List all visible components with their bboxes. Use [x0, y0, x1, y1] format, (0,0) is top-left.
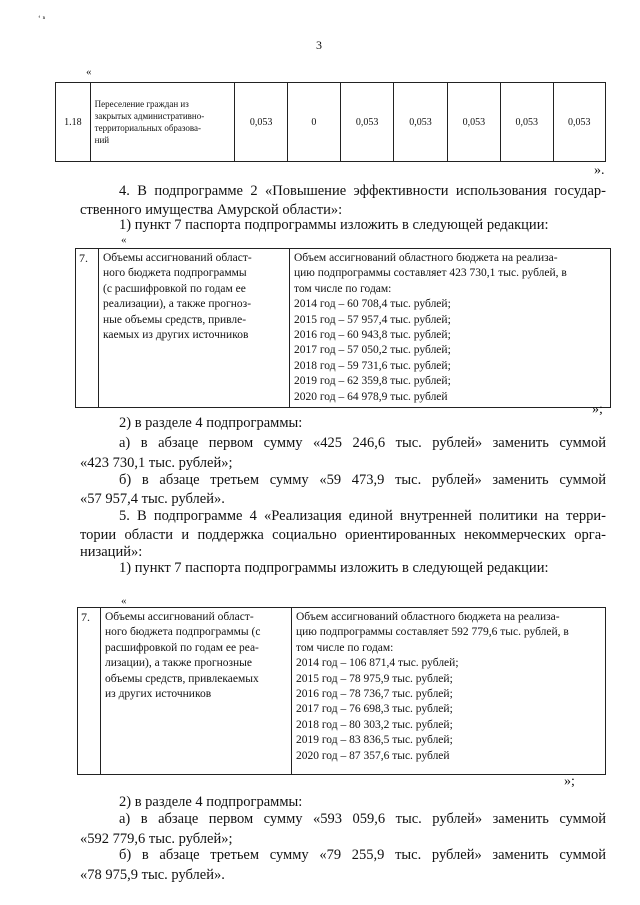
row-description [90, 83, 235, 162]
year-line: 2014 год – 60 708,4 тыс. рублей; [294, 298, 451, 311]
year-line: 2015 год – 78 975,9 тыс. рублей; [296, 672, 453, 685]
section4-heading-line1: 4. В подпрограмме 2 «Повышение эффективности использования государ- [119, 183, 606, 199]
year-line: 2017 год – 76 698,3 тыс. рублей; [296, 703, 453, 716]
section4-item2: 2) в разделе 4 подпрограммы: [119, 415, 303, 431]
label-line: ные объемы средств, привле- [103, 313, 247, 326]
intro-line: том числе по годам: [294, 282, 392, 295]
value-cell: 0,053 [447, 83, 500, 162]
label-line: из других источников [105, 688, 212, 701]
close-quote-1: ». [594, 163, 605, 178]
value-cell: 0,053 [340, 83, 393, 162]
label-line: ного бюджета подпрограммы [103, 267, 247, 280]
label-line: расшифровкой по годам ее реа- [105, 641, 259, 654]
year-line: 2020 год – 64 978,9 тыс. рублей [294, 390, 448, 403]
section4-item2a-line1: а) в абзаце первом сумму «425 246,6 тыс. рублей» заменить суммой [119, 435, 606, 451]
label-line: ного бюджета подпрограммы (с [105, 626, 261, 639]
intro-line: цию подпрограммы составляет 423 730,1 тыс. рублей, в [294, 267, 567, 280]
table-content [292, 608, 606, 775]
section5-heading-line3: низаций»: [80, 544, 143, 560]
value-cell: 0,053 [235, 83, 287, 162]
table-label [101, 608, 292, 775]
page-number: 3 [316, 38, 322, 52]
open-quote-2: « [121, 234, 127, 246]
section5-item2a-line1: а) в абзаце первом сумму «593 059,6 тыс. рублей» заменить суммой [119, 811, 606, 827]
table-num: 7. [76, 249, 99, 408]
label-line: (с расшифровкой по годам ее [103, 282, 246, 295]
intro-line: том числе по годам: [296, 641, 394, 654]
desc-line: территориальных образова- [94, 123, 202, 133]
year-line: 2015 год – 57 957,4 тыс. рублей; [294, 313, 451, 326]
intro-line: Объем ассигнований областного бюджета на реализа- [296, 611, 560, 623]
section5-heading-line1: 5. В подпрограмме 4 «Реализация единой внутренней политики на терри- [119, 508, 606, 524]
budget-table-sub2 [75, 248, 611, 408]
section5-item2: 2) в разделе 4 подпрограммы: [119, 794, 303, 810]
desc-line: ний [94, 135, 110, 145]
close-quote-2: »; [592, 402, 603, 417]
year-line: 2018 год – 59 731,6 тыс. рублей; [294, 359, 451, 372]
year-line: 2014 год – 106 871,4 тыс. рублей; [296, 657, 459, 670]
section5-heading-line2: тории области и поддержка социально ориентированных некоммерческих орга- [80, 527, 606, 543]
label-line: Объемы ассигнований област- [105, 611, 254, 623]
close-quote-3: »; [564, 774, 575, 789]
open-quote-3: « [121, 595, 127, 607]
desc-line: Переселение граждан из [94, 99, 189, 109]
intro-line: Объем ассигнований областного бюджета на реализа- [294, 252, 558, 264]
row-number: 1.18 [56, 83, 91, 162]
year-line: 2016 год – 60 943,8 тыс. рублей; [294, 329, 451, 342]
table-label [99, 249, 290, 408]
value-cell: 0 [287, 83, 340, 162]
year-line: 2020 год – 87 357,6 тыс. рублей [296, 749, 450, 762]
label-line: реализации), а также прогноз- [103, 298, 252, 311]
table-num: 7. [78, 608, 101, 775]
value-cell: 0,053 [394, 83, 447, 162]
corner-mark: ʻ ⁿ [38, 14, 46, 23]
table-row-1-18 [55, 82, 606, 162]
open-quote-1: « [86, 66, 92, 78]
section5-item2b-line1: б) в абзаце третьем сумму «79 255,9 тыс. рублей» заменить суммой [119, 847, 606, 863]
label-line: каемых из других источников [103, 329, 249, 342]
section5-item1: 1) пункт 7 паспорта подпрограммы изложить в следующей редакции: [119, 560, 549, 576]
section4-item2b-line2: «57 957,4 тыс. рублей». [80, 491, 225, 507]
section4-heading-line2: ственного имущества Амурской области»: [80, 202, 343, 218]
label-line: Объемы ассигнований област- [103, 252, 252, 264]
label-line: лизации), а также прогнозные [105, 657, 252, 670]
year-line: 2019 год – 83 836,5 тыс. рублей; [296, 734, 453, 747]
section4-item2b-line1: б) в абзаце третьем сумму «59 473,9 тыс. рублей» заменить суммой [119, 472, 606, 488]
budget-table-sub4 [77, 607, 606, 775]
intro-line: цию подпрограммы составляет 592 779,6 тыс. рублей, в [296, 626, 569, 639]
section4-item2a-line2: «423 730,1 тыс. рублей»; [80, 455, 233, 471]
section5-item2a-line2: «592 779,6 тыс. рублей»; [80, 831, 233, 847]
label-line: объемы средств, привлекаемых [105, 672, 259, 685]
section5-item2b-line2: «78 975,9 тыс. рублей». [80, 867, 225, 883]
value-cell: 0,053 [501, 83, 553, 162]
year-line: 2017 год – 57 050,2 тыс. рублей; [294, 344, 451, 357]
year-line: 2018 год – 80 303,2 тыс. рублей; [296, 718, 453, 731]
section4-item1: 1) пункт 7 паспорта подпрограммы изложить в следующей редакции: [119, 217, 549, 233]
year-line: 2016 год – 78 736,7 тыс. рублей; [296, 688, 453, 701]
value-cell: 0,053 [553, 83, 606, 162]
desc-line: закрытых административно- [94, 111, 205, 121]
table-content [290, 249, 611, 408]
year-line: 2019 год – 62 359,8 тыс. рублей; [294, 375, 451, 388]
